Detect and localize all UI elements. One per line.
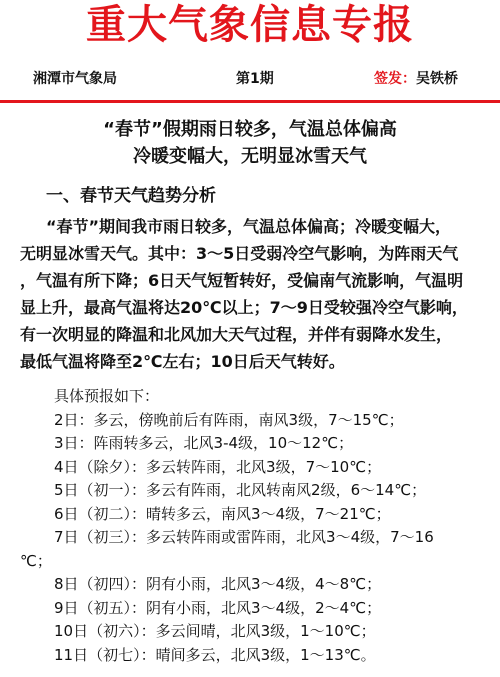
forecast-item: 9日（初五）：阴有小雨，北风3～4级，2～4℃；	[54, 598, 382, 617]
paragraph-line: ，气温有所下降；6日天气短暂转好，受偏南气流影响，气温明	[20, 271, 464, 290]
headline-line-1: “春节”假期雨日较多，气温总体偏高	[103, 119, 397, 140]
forecast-item: 10日（初六）：多云间晴，北风3级，1～10℃；	[54, 622, 376, 640]
forecast-item: 11日（初七）：晴间多云，北风3级，1～13℃。	[54, 645, 376, 664]
signatory-name: 吴铁桥	[416, 71, 458, 87]
paragraph-line: “春节”期间我市雨日较多，气温总体偏高；冷暖变幅大，	[46, 217, 452, 236]
issuing-agency: 湘潭市气象局	[33, 71, 117, 87]
header-divider	[0, 100, 500, 103]
forecast-item: 3日：阵雨转多云，北风3-4级，10～12℃；	[54, 434, 354, 452]
forecast-item: 2日：多云，傍晚前后有阵雨，南风3级，7～15℃；	[54, 410, 404, 429]
paragraph-line: 最低气温将降至2℃左右；10日后天气转好。	[20, 352, 345, 371]
forecast-intro: 具体预报如下：	[54, 387, 160, 405]
issue-number: 第1期	[236, 71, 274, 87]
report-headline	[0, 116, 500, 170]
report-banner	[0, 0, 500, 50]
section-heading: 一、春节天气趋势分析	[46, 186, 216, 206]
forecast-item: 7日（初三）：多云转阵雨或雷阵雨，北风3～4级，7～16	[54, 528, 434, 546]
trend-paragraph	[20, 213, 485, 375]
forecast-item-continuation: ℃；	[20, 551, 52, 570]
signatory-label: 签发：	[374, 71, 416, 87]
report-title: 重大气象信息专报	[86, 2, 414, 48]
forecast-item: 6日（初二）：晴转多云，南风3～4级，7～21℃；	[54, 504, 391, 523]
headline-line-2: 冷暖变幅大，无明显冰雪天气	[133, 146, 367, 167]
forecast-item: 8日（初四）：阴有小雨，北风3～4级，4～8℃；	[54, 575, 382, 593]
paragraph-line: 显上升，最高气温将达20℃以上；7～9日受较强冷空气影响，	[20, 298, 468, 317]
paragraph-line: 无明显冰雪天气。其中：3～5日受弱冷空气影响，为阵雨天气	[20, 244, 459, 263]
signatory	[374, 68, 458, 88]
forecast-item: 5日（初一）：多云有阵雨，北风转南风2级，6～14℃；	[54, 481, 427, 499]
daily-forecast-list	[20, 385, 490, 667]
paragraph-line: 有一次明显的降温和北风加大天气过程，并伴有弱降水发生，	[20, 325, 453, 344]
forecast-item: 4日（除夕）：多云转阵雨，北风3级，7～10℃；	[54, 457, 382, 476]
report-meta	[0, 62, 500, 88]
